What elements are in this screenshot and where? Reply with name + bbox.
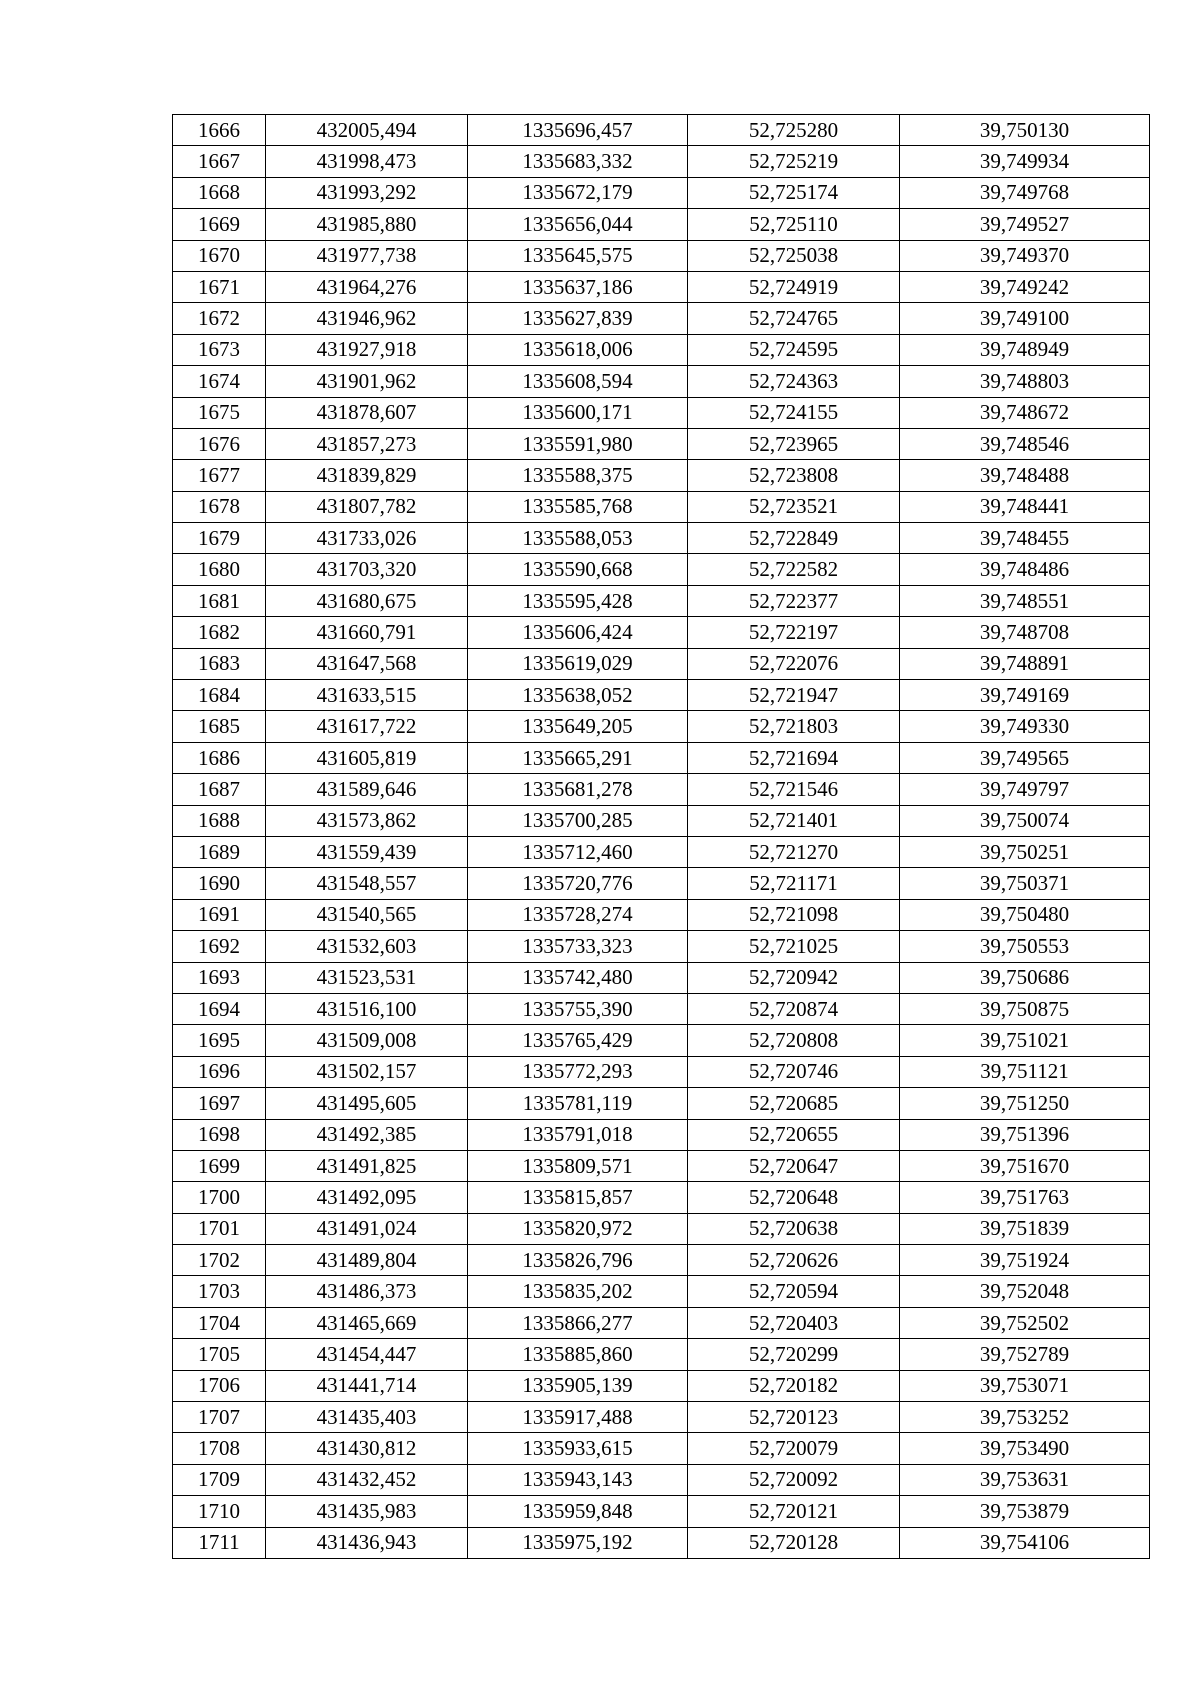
longitude-cell: 39,751250 [900, 1088, 1150, 1119]
y-coordinate-cell: 1335826,796 [468, 1245, 688, 1276]
longitude-cell: 39,748672 [900, 397, 1150, 428]
y-coordinate-cell: 1335772,293 [468, 1056, 688, 1087]
latitude-cell: 52,725110 [688, 209, 900, 240]
x-coordinate-cell: 431486,373 [266, 1276, 468, 1307]
table-row [173, 366, 1150, 397]
y-coordinate-cell: 1335820,972 [468, 1213, 688, 1244]
x-coordinate-cell: 431985,880 [266, 209, 468, 240]
latitude-cell: 52,721270 [688, 836, 900, 867]
point-number-cell: 1706 [173, 1370, 266, 1401]
latitude-cell: 52,720746 [688, 1056, 900, 1087]
table-row [173, 146, 1150, 177]
table-row [173, 1496, 1150, 1527]
longitude-cell: 39,748486 [900, 554, 1150, 585]
point-number-cell: 1701 [173, 1213, 266, 1244]
point-number-cell: 1666 [173, 115, 266, 146]
table-row [173, 428, 1150, 459]
y-coordinate-cell: 1335809,571 [468, 1150, 688, 1181]
y-coordinate-cell: 1335917,488 [468, 1402, 688, 1433]
table-row [173, 397, 1150, 428]
coordinates-table [172, 114, 1150, 1559]
longitude-cell: 39,749169 [900, 680, 1150, 711]
table-row [173, 1339, 1150, 1370]
longitude-cell: 39,751924 [900, 1245, 1150, 1276]
y-coordinate-cell: 1335943,143 [468, 1464, 688, 1495]
y-coordinate-cell: 1335885,860 [468, 1339, 688, 1370]
longitude-cell: 39,752048 [900, 1276, 1150, 1307]
x-coordinate-cell: 431454,447 [266, 1339, 468, 1370]
y-coordinate-cell: 1335791,018 [468, 1119, 688, 1150]
table-row [173, 554, 1150, 585]
point-number-cell: 1685 [173, 711, 266, 742]
y-coordinate-cell: 1335637,186 [468, 271, 688, 302]
longitude-cell: 39,748488 [900, 460, 1150, 491]
x-coordinate-cell: 431993,292 [266, 177, 468, 208]
latitude-cell: 52,722377 [688, 585, 900, 616]
table-row [173, 1056, 1150, 1087]
point-number-cell: 1703 [173, 1276, 266, 1307]
x-coordinate-cell: 431492,095 [266, 1182, 468, 1213]
x-coordinate-cell: 431589,646 [266, 774, 468, 805]
longitude-cell: 39,751021 [900, 1025, 1150, 1056]
y-coordinate-cell: 1335645,575 [468, 240, 688, 271]
point-number-cell: 1675 [173, 397, 266, 428]
latitude-cell: 52,720121 [688, 1496, 900, 1527]
table-row [173, 711, 1150, 742]
y-coordinate-cell: 1335672,179 [468, 177, 688, 208]
latitude-cell: 52,723521 [688, 491, 900, 522]
point-number-cell: 1672 [173, 303, 266, 334]
x-coordinate-cell: 431946,962 [266, 303, 468, 334]
point-number-cell: 1686 [173, 742, 266, 773]
y-coordinate-cell: 1335755,390 [468, 993, 688, 1024]
point-number-cell: 1677 [173, 460, 266, 491]
longitude-cell: 39,749934 [900, 146, 1150, 177]
y-coordinate-cell: 1335765,429 [468, 1025, 688, 1056]
table-row [173, 585, 1150, 616]
x-coordinate-cell: 431839,829 [266, 460, 468, 491]
y-coordinate-cell: 1335585,768 [468, 491, 688, 522]
point-number-cell: 1667 [173, 146, 266, 177]
table-row [173, 805, 1150, 836]
latitude-cell: 52,720594 [688, 1276, 900, 1307]
x-coordinate-cell: 431998,473 [266, 146, 468, 177]
table-row [173, 491, 1150, 522]
point-number-cell: 1696 [173, 1056, 266, 1087]
latitude-cell: 52,721401 [688, 805, 900, 836]
y-coordinate-cell: 1335720,776 [468, 868, 688, 899]
y-coordinate-cell: 1335959,848 [468, 1496, 688, 1527]
latitude-cell: 52,720128 [688, 1527, 900, 1558]
longitude-cell: 39,748708 [900, 617, 1150, 648]
y-coordinate-cell: 1335728,274 [468, 899, 688, 930]
x-coordinate-cell: 431703,320 [266, 554, 468, 585]
x-coordinate-cell: 431523,531 [266, 962, 468, 993]
x-coordinate-cell: 431502,157 [266, 1056, 468, 1087]
x-coordinate-cell: 431491,024 [266, 1213, 468, 1244]
y-coordinate-cell: 1335618,006 [468, 334, 688, 365]
point-number-cell: 1695 [173, 1025, 266, 1056]
longitude-cell: 39,749768 [900, 177, 1150, 208]
point-number-cell: 1699 [173, 1150, 266, 1181]
y-coordinate-cell: 1335866,277 [468, 1307, 688, 1338]
table-row [173, 648, 1150, 679]
point-number-cell: 1694 [173, 993, 266, 1024]
y-coordinate-cell: 1335590,668 [468, 554, 688, 585]
longitude-cell: 39,752789 [900, 1339, 1150, 1370]
longitude-cell: 39,753490 [900, 1433, 1150, 1464]
x-coordinate-cell: 431857,273 [266, 428, 468, 459]
x-coordinate-cell: 431977,738 [266, 240, 468, 271]
point-number-cell: 1687 [173, 774, 266, 805]
x-coordinate-cell: 431540,565 [266, 899, 468, 930]
table-row [173, 836, 1150, 867]
longitude-cell: 39,749527 [900, 209, 1150, 240]
y-coordinate-cell: 1335606,424 [468, 617, 688, 648]
latitude-cell: 52,720182 [688, 1370, 900, 1401]
y-coordinate-cell: 1335649,205 [468, 711, 688, 742]
table-row [173, 1150, 1150, 1181]
x-coordinate-cell: 431964,276 [266, 271, 468, 302]
y-coordinate-cell: 1335595,428 [468, 585, 688, 616]
longitude-cell: 39,750875 [900, 993, 1150, 1024]
longitude-cell: 39,749100 [900, 303, 1150, 334]
x-coordinate-cell: 431680,675 [266, 585, 468, 616]
latitude-cell: 52,720079 [688, 1433, 900, 1464]
point-number-cell: 1710 [173, 1496, 266, 1527]
y-coordinate-cell: 1335700,285 [468, 805, 688, 836]
table-row [173, 1527, 1150, 1558]
table-row [173, 774, 1150, 805]
longitude-cell: 39,748441 [900, 491, 1150, 522]
y-coordinate-cell: 1335815,857 [468, 1182, 688, 1213]
table-row [173, 1025, 1150, 1056]
point-number-cell: 1669 [173, 209, 266, 240]
table-row [173, 680, 1150, 711]
table-row [173, 742, 1150, 773]
point-number-cell: 1668 [173, 177, 266, 208]
table-row [173, 240, 1150, 271]
x-coordinate-cell: 431559,439 [266, 836, 468, 867]
longitude-cell: 39,749242 [900, 271, 1150, 302]
table-row [173, 209, 1150, 240]
y-coordinate-cell: 1335975,192 [468, 1527, 688, 1558]
y-coordinate-cell: 1335683,332 [468, 146, 688, 177]
latitude-cell: 52,725174 [688, 177, 900, 208]
table-row [173, 115, 1150, 146]
longitude-cell: 39,749565 [900, 742, 1150, 773]
table-row [173, 962, 1150, 993]
y-coordinate-cell: 1335665,291 [468, 742, 688, 773]
y-coordinate-cell: 1335638,052 [468, 680, 688, 711]
x-coordinate-cell: 431927,918 [266, 334, 468, 365]
x-coordinate-cell: 431489,804 [266, 1245, 468, 1276]
longitude-cell: 39,753879 [900, 1496, 1150, 1527]
latitude-cell: 52,720403 [688, 1307, 900, 1338]
point-number-cell: 1689 [173, 836, 266, 867]
longitude-cell: 39,748551 [900, 585, 1150, 616]
table-row [173, 1370, 1150, 1401]
y-coordinate-cell: 1335733,323 [468, 931, 688, 962]
point-number-cell: 1674 [173, 366, 266, 397]
longitude-cell: 39,749370 [900, 240, 1150, 271]
table-row [173, 1402, 1150, 1433]
y-coordinate-cell: 1335588,053 [468, 523, 688, 554]
y-coordinate-cell: 1335835,202 [468, 1276, 688, 1307]
latitude-cell: 52,721098 [688, 899, 900, 930]
table-row [173, 334, 1150, 365]
point-number-cell: 1705 [173, 1339, 266, 1370]
y-coordinate-cell: 1335905,139 [468, 1370, 688, 1401]
point-number-cell: 1700 [173, 1182, 266, 1213]
longitude-cell: 39,752502 [900, 1307, 1150, 1338]
table-row [173, 617, 1150, 648]
longitude-cell: 39,751839 [900, 1213, 1150, 1244]
point-number-cell: 1697 [173, 1088, 266, 1119]
y-coordinate-cell: 1335696,457 [468, 115, 688, 146]
longitude-cell: 39,751396 [900, 1119, 1150, 1150]
latitude-cell: 52,720647 [688, 1150, 900, 1181]
latitude-cell: 52,721694 [688, 742, 900, 773]
point-number-cell: 1680 [173, 554, 266, 585]
point-number-cell: 1691 [173, 899, 266, 930]
x-coordinate-cell: 431430,812 [266, 1433, 468, 1464]
x-coordinate-cell: 431465,669 [266, 1307, 468, 1338]
longitude-cell: 39,753071 [900, 1370, 1150, 1401]
y-coordinate-cell: 1335619,029 [468, 648, 688, 679]
latitude-cell: 52,724595 [688, 334, 900, 365]
longitude-cell: 39,750686 [900, 962, 1150, 993]
x-coordinate-cell: 431435,403 [266, 1402, 468, 1433]
x-coordinate-cell: 431492,385 [266, 1119, 468, 1150]
latitude-cell: 52,724765 [688, 303, 900, 334]
y-coordinate-cell: 1335742,480 [468, 962, 688, 993]
latitude-cell: 52,720648 [688, 1182, 900, 1213]
x-coordinate-cell: 431878,607 [266, 397, 468, 428]
x-coordinate-cell: 431548,557 [266, 868, 468, 899]
x-coordinate-cell: 432005,494 [266, 115, 468, 146]
latitude-cell: 52,720942 [688, 962, 900, 993]
table-row [173, 1245, 1150, 1276]
point-number-cell: 1690 [173, 868, 266, 899]
x-coordinate-cell: 431733,026 [266, 523, 468, 554]
table-row [173, 303, 1150, 334]
latitude-cell: 52,720685 [688, 1088, 900, 1119]
latitude-cell: 52,720638 [688, 1213, 900, 1244]
x-coordinate-cell: 431532,603 [266, 931, 468, 962]
y-coordinate-cell: 1335591,980 [468, 428, 688, 459]
latitude-cell: 52,721171 [688, 868, 900, 899]
table-row [173, 868, 1150, 899]
longitude-cell: 39,751121 [900, 1056, 1150, 1087]
latitude-cell: 52,721025 [688, 931, 900, 962]
longitude-cell: 39,750130 [900, 115, 1150, 146]
y-coordinate-cell: 1335933,615 [468, 1433, 688, 1464]
table-row [173, 1182, 1150, 1213]
y-coordinate-cell: 1335656,044 [468, 209, 688, 240]
point-number-cell: 1684 [173, 680, 266, 711]
y-coordinate-cell: 1335627,839 [468, 303, 688, 334]
point-number-cell: 1682 [173, 617, 266, 648]
latitude-cell: 52,722197 [688, 617, 900, 648]
point-number-cell: 1693 [173, 962, 266, 993]
x-coordinate-cell: 431573,862 [266, 805, 468, 836]
latitude-cell: 52,722849 [688, 523, 900, 554]
point-number-cell: 1692 [173, 931, 266, 962]
table-row [173, 993, 1150, 1024]
latitude-cell: 52,721803 [688, 711, 900, 742]
longitude-cell: 39,748455 [900, 523, 1150, 554]
y-coordinate-cell: 1335681,278 [468, 774, 688, 805]
latitude-cell: 52,723965 [688, 428, 900, 459]
longitude-cell: 39,754106 [900, 1527, 1150, 1558]
longitude-cell: 39,749330 [900, 711, 1150, 742]
latitude-cell: 52,724919 [688, 271, 900, 302]
point-number-cell: 1681 [173, 585, 266, 616]
x-coordinate-cell: 431435,983 [266, 1496, 468, 1527]
latitude-cell: 52,720123 [688, 1402, 900, 1433]
y-coordinate-cell: 1335588,375 [468, 460, 688, 491]
x-coordinate-cell: 431605,819 [266, 742, 468, 773]
latitude-cell: 52,720299 [688, 1339, 900, 1370]
table-row [173, 1464, 1150, 1495]
longitude-cell: 39,751670 [900, 1150, 1150, 1181]
x-coordinate-cell: 431495,605 [266, 1088, 468, 1119]
x-coordinate-cell: 431660,791 [266, 617, 468, 648]
point-number-cell: 1711 [173, 1527, 266, 1558]
longitude-cell: 39,750371 [900, 868, 1150, 899]
x-coordinate-cell: 431441,714 [266, 1370, 468, 1401]
x-coordinate-cell: 431807,782 [266, 491, 468, 522]
coordinates-table-body [173, 115, 1150, 1559]
point-number-cell: 1670 [173, 240, 266, 271]
table-row [173, 1213, 1150, 1244]
table-row [173, 931, 1150, 962]
point-number-cell: 1702 [173, 1245, 266, 1276]
x-coordinate-cell: 431432,452 [266, 1464, 468, 1495]
longitude-cell: 39,748949 [900, 334, 1150, 365]
x-coordinate-cell: 431633,515 [266, 680, 468, 711]
point-number-cell: 1679 [173, 523, 266, 554]
latitude-cell: 52,720092 [688, 1464, 900, 1495]
x-coordinate-cell: 431901,962 [266, 366, 468, 397]
point-number-cell: 1704 [173, 1307, 266, 1338]
x-coordinate-cell: 431647,568 [266, 648, 468, 679]
point-number-cell: 1673 [173, 334, 266, 365]
y-coordinate-cell: 1335781,119 [468, 1088, 688, 1119]
latitude-cell: 52,721546 [688, 774, 900, 805]
latitude-cell: 52,720626 [688, 1245, 900, 1276]
latitude-cell: 52,721947 [688, 680, 900, 711]
longitude-cell: 39,753252 [900, 1402, 1150, 1433]
longitude-cell: 39,750251 [900, 836, 1150, 867]
longitude-cell: 39,748546 [900, 428, 1150, 459]
latitude-cell: 52,724363 [688, 366, 900, 397]
table-row [173, 460, 1150, 491]
latitude-cell: 52,725280 [688, 115, 900, 146]
table-row [173, 1119, 1150, 1150]
table-row [173, 1276, 1150, 1307]
table-row [173, 177, 1150, 208]
y-coordinate-cell: 1335712,460 [468, 836, 688, 867]
longitude-cell: 39,748803 [900, 366, 1150, 397]
longitude-cell: 39,750553 [900, 931, 1150, 962]
longitude-cell: 39,748891 [900, 648, 1150, 679]
latitude-cell: 52,722582 [688, 554, 900, 585]
latitude-cell: 52,723808 [688, 460, 900, 491]
point-number-cell: 1683 [173, 648, 266, 679]
table-row [173, 271, 1150, 302]
x-coordinate-cell: 431436,943 [266, 1527, 468, 1558]
point-number-cell: 1688 [173, 805, 266, 836]
table-row [173, 1433, 1150, 1464]
point-number-cell: 1708 [173, 1433, 266, 1464]
x-coordinate-cell: 431509,008 [266, 1025, 468, 1056]
latitude-cell: 52,725219 [688, 146, 900, 177]
y-coordinate-cell: 1335600,171 [468, 397, 688, 428]
latitude-cell: 52,725038 [688, 240, 900, 271]
latitude-cell: 52,720874 [688, 993, 900, 1024]
point-number-cell: 1709 [173, 1464, 266, 1495]
x-coordinate-cell: 431516,100 [266, 993, 468, 1024]
point-number-cell: 1678 [173, 491, 266, 522]
longitude-cell: 39,753631 [900, 1464, 1150, 1495]
latitude-cell: 52,724155 [688, 397, 900, 428]
point-number-cell: 1671 [173, 271, 266, 302]
point-number-cell: 1698 [173, 1119, 266, 1150]
longitude-cell: 39,751763 [900, 1182, 1150, 1213]
table-row [173, 523, 1150, 554]
y-coordinate-cell: 1335608,594 [468, 366, 688, 397]
table-row [173, 899, 1150, 930]
latitude-cell: 52,722076 [688, 648, 900, 679]
longitude-cell: 39,750074 [900, 805, 1150, 836]
point-number-cell: 1676 [173, 428, 266, 459]
x-coordinate-cell: 431617,722 [266, 711, 468, 742]
table-row [173, 1088, 1150, 1119]
point-number-cell: 1707 [173, 1402, 266, 1433]
x-coordinate-cell: 431491,825 [266, 1150, 468, 1181]
longitude-cell: 39,750480 [900, 899, 1150, 930]
latitude-cell: 52,720655 [688, 1119, 900, 1150]
table-row [173, 1307, 1150, 1338]
latitude-cell: 52,720808 [688, 1025, 900, 1056]
longitude-cell: 39,749797 [900, 774, 1150, 805]
